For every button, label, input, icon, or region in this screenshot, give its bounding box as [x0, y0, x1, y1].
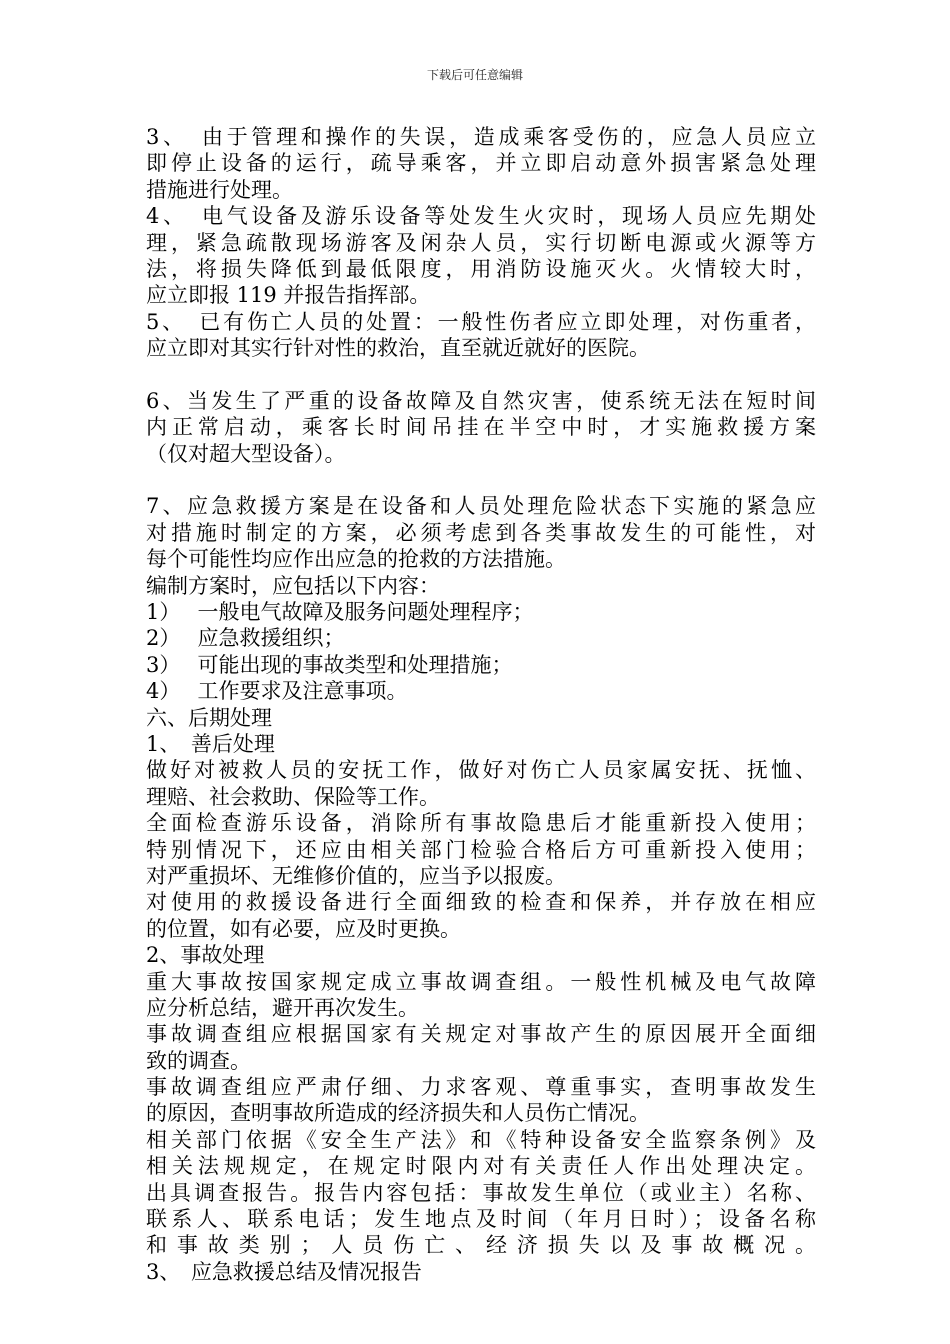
document-body	[146, 124, 816, 1285]
text-line: 1） 一般电气故障及服务问题处理程序；	[146, 600, 534, 625]
text-line: 内正常启动，乘客长时间吊挂在半空中时，才实施救援方案	[146, 415, 816, 440]
text-line: 和事故类别；人员伤亡、经济损失以及事故概况。	[146, 1233, 816, 1258]
text-line: 6、当发生了严重的设备故障及自然灾害，使系统无法在短时间	[146, 388, 816, 413]
text-line: 特别情况下，还应由相关部门检验合格后方可重新投入使用；	[146, 837, 816, 862]
text-line: 应立即报 119 并报告指挥部。	[146, 283, 431, 308]
text-line: 每个可能性均应作出应急的抢救的方法措施。	[146, 547, 566, 572]
text-line: 联系人、联系电话；发生地点及时间（年月日时）；设备名称	[146, 1207, 816, 1232]
blank-line	[146, 467, 816, 493]
text-line: 2） 应急救援组织；	[146, 626, 345, 651]
blank-line	[146, 362, 816, 388]
text-line: 2、事故处理	[146, 943, 265, 968]
text-line: 做好对被救人员的安抚工作，做好对伤亡人员家属安抚、抚恤、	[146, 758, 816, 783]
text-line: 事故调查组应根据国家有关规定对事故产生的原因展开全面细	[146, 1022, 816, 1047]
text-line: 应立即对其实行针对性的救治，直至就近就好的医院。	[146, 336, 650, 361]
page-header: 下载后可任意编辑	[426, 68, 523, 82]
text-line: 3、 应急救援总结及情况报告	[146, 1259, 422, 1284]
text-line: 出具调查报告。报告内容包括：事故发生单位（或业主）名称、	[146, 1180, 816, 1205]
text-line: 4、 电气设备及游乐设备等处发生火灾时，现场人员应先期处	[146, 204, 816, 229]
text-line: 3、 由于管理和操作的失误，造成乘客受伤的，应急人员应立	[146, 125, 816, 149]
text-line: 相关部门依据《安全生产法》和《特种设备安全监察条例》及	[146, 1127, 816, 1152]
text-line: 对使用的救援设备进行全面细致的检查和保养，并存放在相应	[146, 890, 816, 915]
text-line: 即停止设备的运行，疏导乘客，并立即启动意外损害紧急处理	[146, 151, 816, 176]
text-line: 编制方案时，应包括以下内容：	[146, 573, 440, 598]
text-line: 对严重损坏、无维修价值的，应当予以报废。	[146, 863, 566, 888]
text-line: 六、后期处理	[146, 705, 272, 730]
text-line: 的原因，查明事故所造成的经济损失和人员伤亡情况。	[146, 1101, 650, 1126]
text-line: 的位置，如有必要，应及时更换。	[146, 916, 461, 941]
text-line: 相关法规规定，在规定时限内对有关责任人作出处理决定。	[146, 1154, 816, 1179]
text-line: 对措施时制定的方案，必须考虑到各类事故发生的可能性，对	[146, 520, 816, 545]
text-line: 7、应急救援方案是在设备和人员处理危险状态下实施的紧急应	[146, 494, 816, 519]
text-line: 事故调查组应严肃仔细、力求客观、尊重事实，查明事故发生	[146, 1075, 816, 1100]
text-line: （仅对超大型设备）。	[146, 441, 346, 466]
text-line: 理，紧急疏散现场游客及闲杂人员，实行切断电源或火源等方	[146, 230, 816, 255]
text-line: 全面检查游乐设备，消除所有事故隐患后才能重新投入使用；	[146, 811, 816, 836]
text-line: 应分析总结，避开再次发生。	[146, 995, 419, 1020]
text-line: 4） 工作要求及注意事项。	[146, 679, 408, 704]
text-line: 法，将损失降低到最低限度，用消防设施灭火。火情较大时，	[146, 256, 816, 281]
text-line: 重大事故按国家规定成立事故调查组。一般性机械及电气故障	[146, 969, 816, 994]
text-line: 理赔、社会救助、保险等工作。	[146, 784, 440, 809]
text-line: 致的调查。	[146, 1048, 251, 1073]
text-line: 3） 可能出现的事故类型和处理措施；	[146, 652, 513, 677]
text-line: 5、 已有伤亡人员的处置：一般性伤者应立即处理，对伤重者，	[146, 309, 816, 334]
text-line: 措施进行处理。	[146, 177, 293, 202]
text-line: 1、 善后处理	[146, 731, 275, 756]
